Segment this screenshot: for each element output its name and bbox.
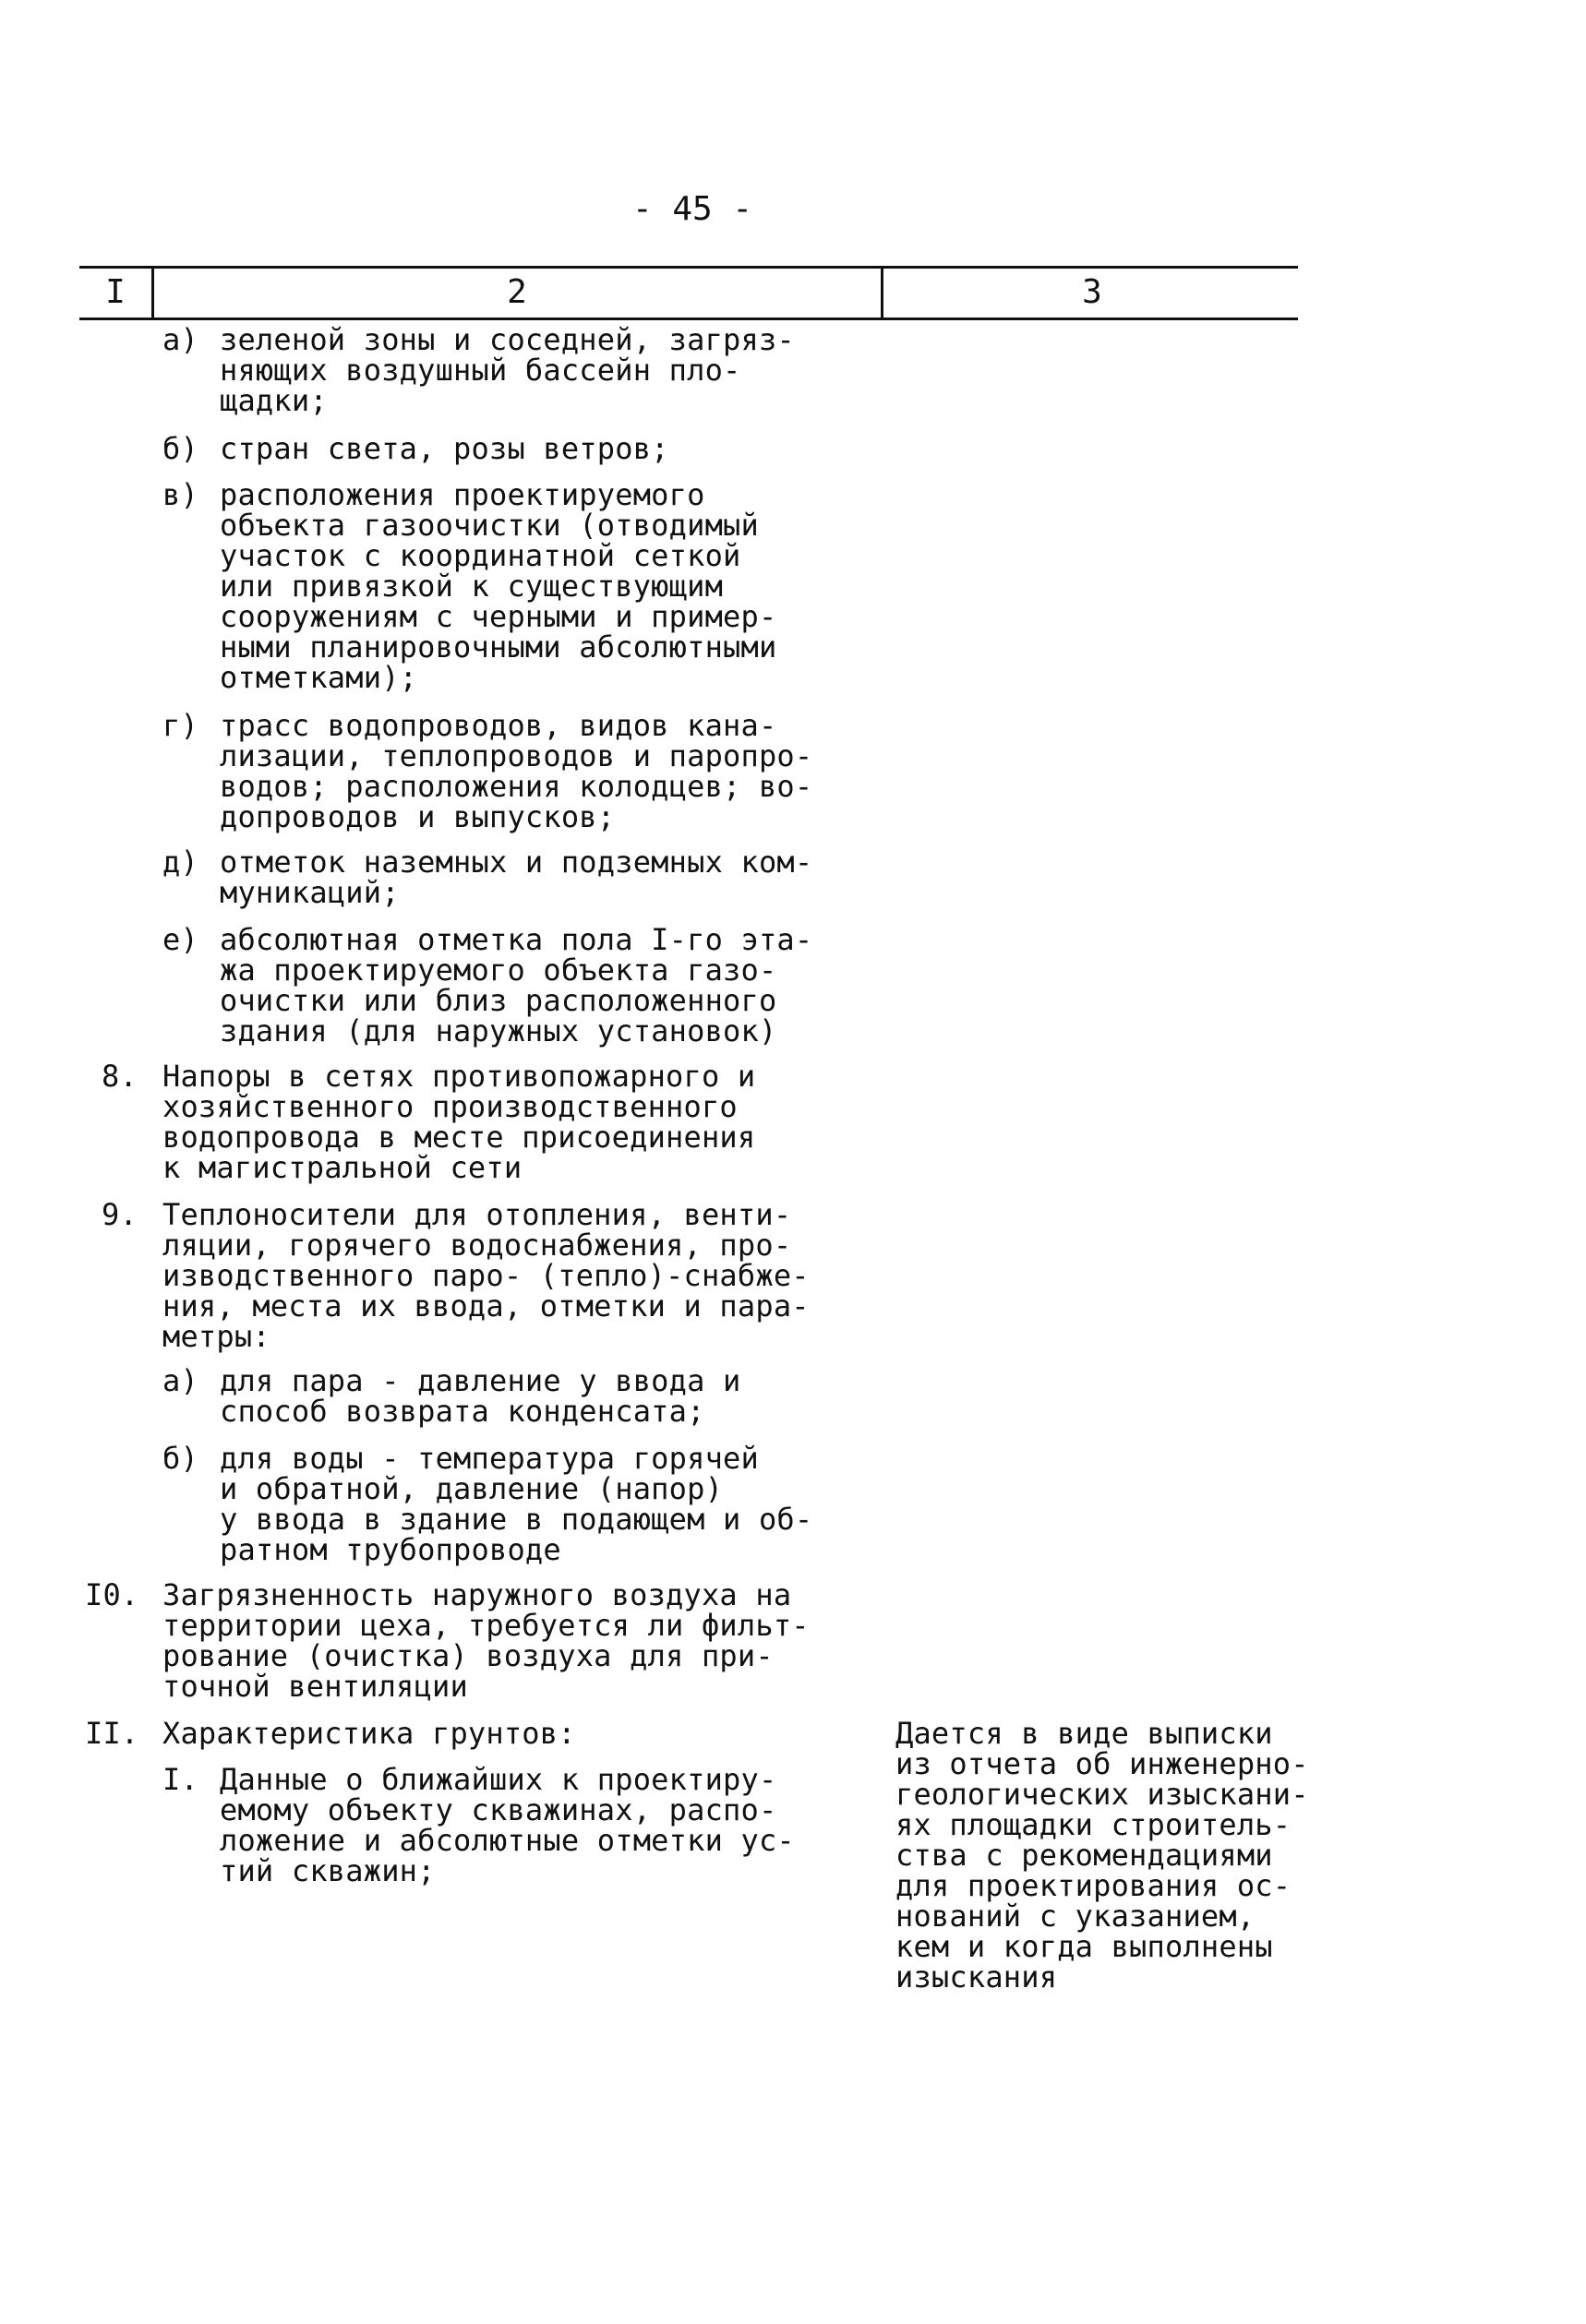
item-text: отметок наземных и подземных ком- муникаций;: [220, 845, 813, 910]
item-label: I.: [162, 1762, 198, 1797]
page-number: - 45 -: [631, 190, 753, 228]
item-label: б): [162, 1441, 198, 1476]
column-header-2: 2: [507, 273, 527, 311]
item-label: II.: [85, 1716, 139, 1751]
item-label: е): [162, 922, 198, 957]
item-label: д): [162, 845, 198, 880]
header-top-rule: [79, 266, 1298, 269]
item-label: 8.: [102, 1059, 138, 1094]
item-label: а): [162, 1363, 198, 1398]
item-text: трасс водопроводов, видов кана- лизации, теплопроводов и паропро- водов; расположения колодцев; во- допроводов и выпусков;: [220, 708, 813, 834]
column-header-1: I: [105, 273, 126, 311]
item-text: для воды - температура горячей и обратной, давление (напор) у ввода в здание в подающем и об- ратном трубопроводе: [220, 1441, 813, 1567]
item-text: Характеристика грунтов:: [162, 1716, 576, 1751]
column-divider-1: [151, 268, 154, 319]
item-text: зеленой зоны и соседней, загряз- няющих воздушный бассейн пло- щадки;: [220, 322, 795, 418]
item-label: а): [162, 322, 198, 357]
item-text: Загрязненность наружного воздуха на территории цеха, требуется ли фильт- рование (очистка) воздуха для при- точной вентиляции: [162, 1577, 810, 1704]
item-text: абсолютная отметка пола I-го эта- жа проектируемого объекта газо- очистки или близ расположенного здания (для наружных установок): [220, 922, 813, 1048]
item-text: расположения проектируемого объекта газоочистки (отводимый участок с координатной сеткой или привязкой к существующим сооружениям с черными и пример- ными планировочными абсолютными отметками);: [220, 477, 777, 695]
item-text: Напоры в сетях противопожарного и хозяйственного производственного водопровода в месте присоединения к магистральной сети: [162, 1059, 756, 1185]
item-text: для пара - давление у ввода и способ возврата конденсата;: [220, 1363, 741, 1429]
column3-note: Дается в виде выписки из отчета об инженерно- геологических изыскани- ях площадки строитель- ства с рекомендациями для проектирования ос- нований с указанием, кем и когда выполнены изыскания: [895, 1716, 1309, 1995]
item-label: г): [162, 708, 198, 743]
header-bottom-rule: [79, 317, 1298, 320]
item-text: Данные о ближайших к проектиру- емому объекту скважинах, распо- ложение и абсолютные отметки ус- тий скважин;: [220, 1762, 795, 1888]
item-text: Теплоносители для отопления, венти- ляции, горячего водоснабжения, про- изводственного паро- (тепло)-снабже- ния, места их ввода, отметки и пара- метры:: [162, 1197, 810, 1354]
item-label: 9.: [102, 1197, 138, 1232]
item-label: в): [162, 477, 198, 512]
item-label: I0.: [85, 1577, 139, 1612]
column-divider-2: [881, 268, 883, 319]
column-header-3: 3: [1082, 273, 1102, 311]
item-label: б): [162, 431, 198, 466]
item-text: стран света, розы ветров;: [220, 431, 669, 466]
